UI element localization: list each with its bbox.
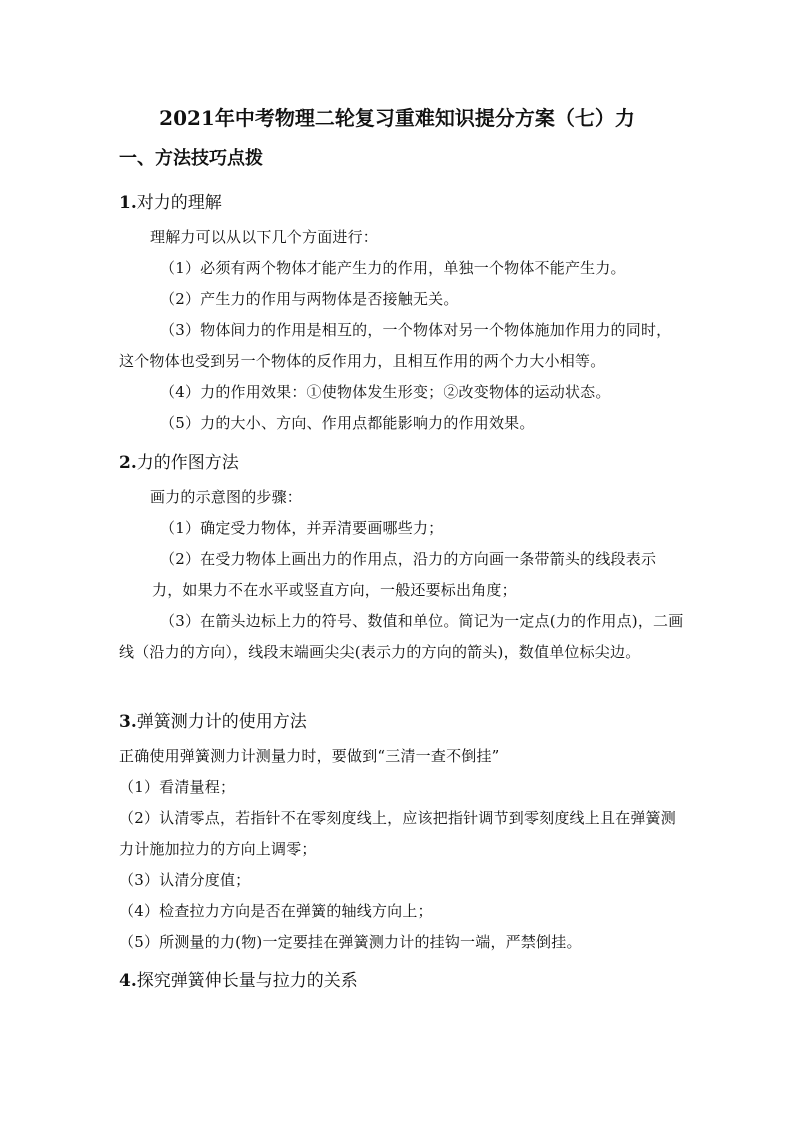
page-title: 2021年中考物理二轮复习重难知识提分方案（七）力 bbox=[159, 106, 635, 130]
list-item: （5）力的大小、方向、作用点都能影响力的作用效果。 bbox=[160, 414, 535, 432]
subheading-text: 弹簧测力计的使用方法 bbox=[136, 712, 307, 732]
list-item: （3）认清分度值； bbox=[119, 871, 251, 889]
list-item: （1）看清量程； bbox=[119, 778, 236, 796]
paragraph-intro: 画力的示意图的步骤： bbox=[150, 488, 303, 506]
subheading-understanding-force bbox=[119, 190, 222, 216]
section-heading-methods: 一、方法技巧点拨 bbox=[119, 148, 263, 169]
list-item: （4）检查拉力方向是否在弹簧的轴线方向上； bbox=[119, 902, 433, 920]
list-item: （4）力的作用效果：①使物体发生形变；②改变物体的运动状态。 bbox=[160, 383, 611, 401]
subheading-spring-scale bbox=[119, 709, 307, 735]
subheading-text: 探究弹簧伸长量与拉力的关系 bbox=[136, 971, 358, 991]
paragraph-intro: 理解力可以从以下几个方面进行： bbox=[150, 228, 379, 246]
subheading-spring-extension bbox=[119, 968, 358, 994]
list-item: （1）必须有两个物体才能产生力的作用，单独一个物体不能产生力。 bbox=[160, 259, 626, 277]
list-item: （5）所测量的力(物)一定要挂在弹簧测力计的挂钩一端，严禁倒挂。 bbox=[119, 933, 582, 951]
subheading-number: 1. bbox=[119, 193, 137, 213]
subheading-force-diagram bbox=[119, 450, 239, 476]
list-item: （3）在箭头边标上力的符号、数值和单位。简记为一定点(力的作用点)，二画线（沿力的方向），线段末端画尖尖(表示力的方向的箭头)，数值单位标尖边。 bbox=[119, 612, 684, 661]
list-item: （1）确定受力物体，并弄清要画哪些力； bbox=[160, 519, 444, 537]
list-item: （2）认清零点，若指针不在零刻度线上，应该把指针调节到零刻度线上且在弹簧测力计施加拉力的方向上调零； bbox=[119, 809, 676, 858]
subheading-number: 3. bbox=[119, 712, 137, 732]
paragraph-intro: 正确使用弹簧测力计测量力时，要做到“三清一查不倒挂” bbox=[119, 747, 500, 765]
subheading-number: 4. bbox=[119, 971, 137, 991]
subheading-text: 对力的理解 bbox=[136, 193, 222, 213]
subheading-text: 力的作图方法 bbox=[136, 453, 239, 473]
subheading-number: 2. bbox=[119, 453, 137, 473]
list-item-continuation: 力，如果力不在水平或竖直方向，一般还要标出角度； bbox=[152, 581, 517, 599]
list-item: （2）在受力物体上画出力的作用点，沿力的方向画一条带箭头的线段表示 bbox=[160, 550, 657, 568]
list-item: （3）物体间力的作用是相互的，一个物体对另一个物体施加作用力的同时，这个物体也受到另一个物体的反作用力，且相互作用的两个力大小相等。 bbox=[119, 321, 672, 370]
list-item: （2）产生力的作用与两物体是否接触无关。 bbox=[160, 290, 459, 308]
